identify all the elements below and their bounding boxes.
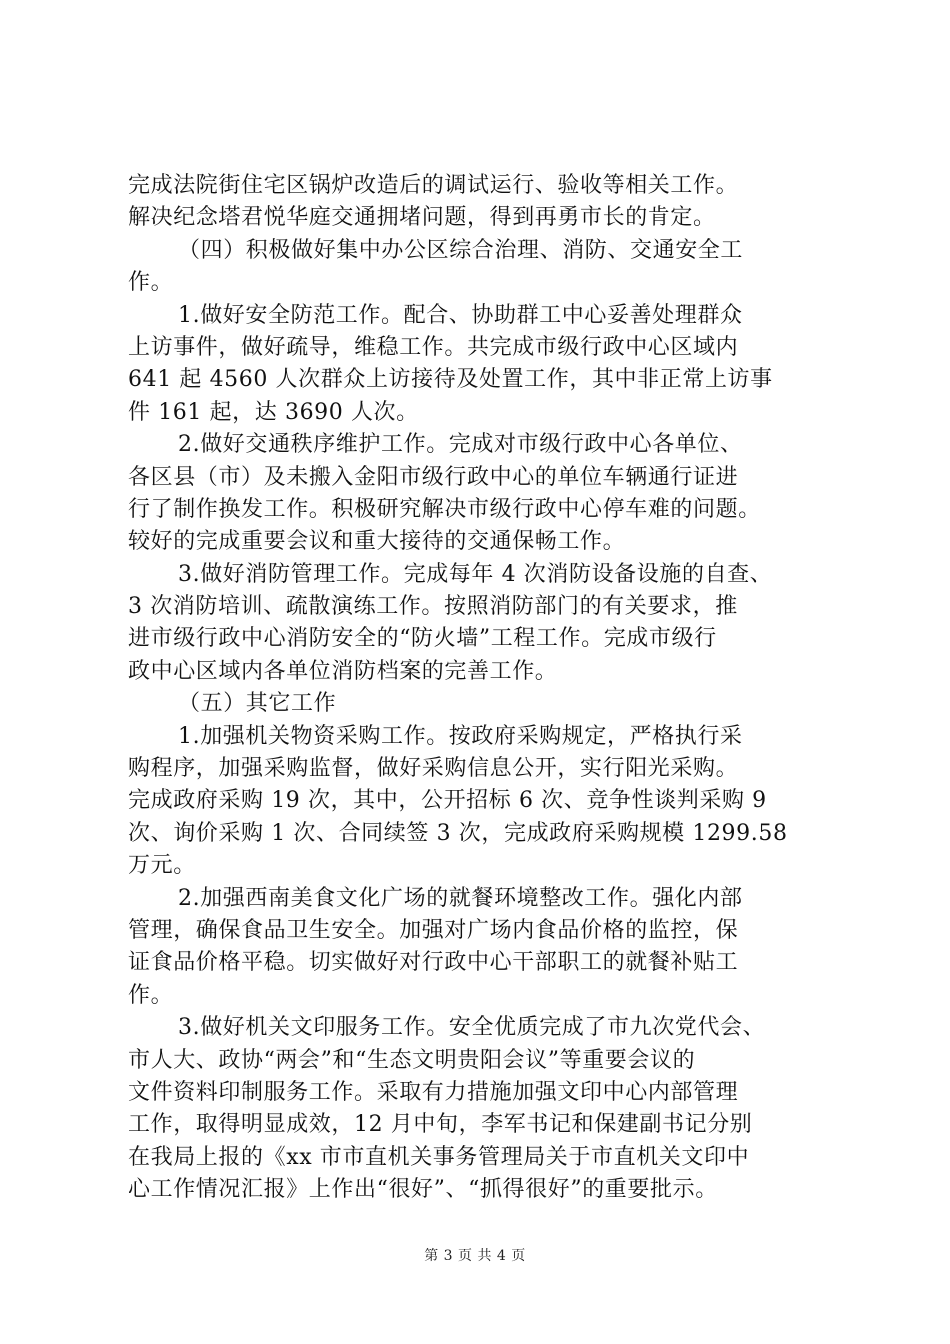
text-line: 心工作情况汇报》上作出“很好”、“抓得很好”的重要批示。: [128, 1177, 718, 1203]
text-line: 购程序，加强采购监督，做好采购信息公开，实行阳光采购。: [128, 756, 739, 782]
text-line: 完成法院街住宅区锅炉改造后的调试运行、验收等相关工作。: [128, 173, 739, 198]
text-line: 文件资料印制服务工作。采取有力措施加强文印中心内部管理: [128, 1079, 739, 1105]
text-line: 3 次消防培训、疏散演练工作。按照消防部门的有关要求，推: [128, 594, 738, 620]
document-body: [128, 170, 833, 1207]
text-line: 证食品价格平稳。切实做好对行政中心干部职工的就餐补贴工: [128, 950, 739, 976]
text-line: 市人大、政协“两会”和“生态文明贵阳会议”等重要会议的: [128, 1047, 696, 1073]
text-line: 完成政府采购 19 次，其中，公开招标 6 次、竞争性谈判采购 9: [128, 788, 767, 814]
text-line: 解决纪念塔君悦华庭交通拥堵问题，得到再勇市长的肯定。: [128, 205, 716, 231]
text-line: 各区县（市）及未搬入金阳市级行政中心的单位车辆通行证进: [128, 464, 739, 490]
paragraph-start: 3.做好消防管理工作。完成每年 4 次消防设备设施的自查、: [178, 561, 773, 587]
text-line: 管理，确保食品卫生安全。加强对广场内食品价格的监控，保: [128, 917, 739, 943]
paragraph-start: 1.加强机关物资采购工作。按政府采购规定，严格执行采: [178, 723, 743, 749]
section-heading: （五）其它工作: [178, 691, 337, 717]
text-line: 进市级行政中心消防安全的“防火墙”工程工作。完成市级行: [128, 626, 717, 652]
paragraph-start: 2.加强西南美食文化广场的就餐环境整改工作。强化内部: [178, 885, 743, 911]
section-heading: （四）积极做好集中办公区综合治理、消防、交通安全工: [178, 237, 744, 263]
paragraph-start: 2.做好交通秩序维护工作。完成对市级行政中心各单位、: [178, 432, 743, 458]
text-line: 上访事件，做好疏导，维稳工作。共完成市级行政中心区域内: [128, 334, 739, 360]
paragraph-start: 3.做好机关文印服务工作。安全优质完成了市九次党代会、: [178, 1015, 766, 1041]
text-line: 641 起 4560 人次群众上访接待及处置工作，其中非正常上访事: [128, 367, 773, 393]
text-line: 万元。: [128, 853, 196, 879]
text-line: 行了制作换发工作。积极研究解决市级行政中心停车难的问题。: [128, 496, 761, 522]
text-line: 作。: [128, 982, 174, 1008]
text-line: 政中心区域内各单位消防档案的完善工作。: [128, 658, 558, 684]
text-line: 件 161 起，达 3690 人次。: [128, 399, 419, 425]
paragraph-start: 1.做好安全防范工作。配合、协助群工中心妥善处理群众: [178, 302, 743, 328]
text-line: 较好的完成重要会议和重大接待的交通保畅工作。: [128, 529, 626, 555]
text-line: 在我局上报的《xx 市市直机关事务管理局关于市直机关文印中: [128, 1144, 750, 1170]
page-footer: [0, 1245, 950, 1265]
text-line: 作。: [128, 270, 174, 296]
text-line: 次、询价采购 1 次、合同续签 3 次，完成政府采购规模 1299.58: [128, 820, 788, 846]
page-number: 第 3 页 共 4 页: [424, 1248, 526, 1264]
text-line: 工作，取得明显成效，12 月中旬，李军书记和保建副书记分别: [128, 1112, 753, 1138]
